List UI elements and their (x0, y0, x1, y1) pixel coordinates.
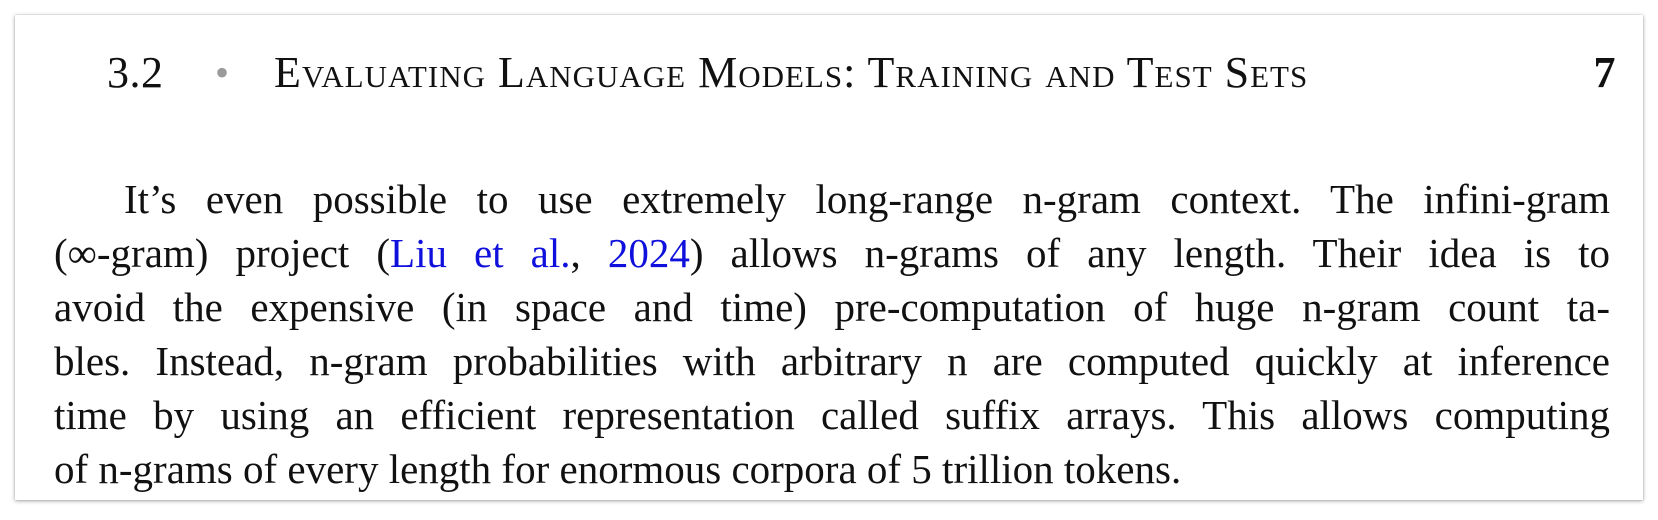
book-page (15, 15, 1643, 500)
body-paragraph (54, 172, 1610, 496)
paragraph-line-6: of n-grams of every length for enormous corpora of 5 trillion tokens. (54, 446, 1182, 492)
citation-year-link[interactable]: 2024 (607, 230, 690, 276)
header-separator-bullet: • (215, 50, 230, 95)
paragraph-line-3: avoid the expensive (in space and time) pre-computation of huge n-gram count ta- (54, 284, 1610, 330)
running-header (107, 45, 1616, 101)
citation-separator: , (570, 230, 608, 276)
paragraph-line-1: It’s even possible to use extremely long-range n-gram context. The infini-gram (124, 176, 1610, 222)
line-text-before-citation: (∞-gram) project ( (54, 230, 391, 276)
paragraph-line-5: time by using an efficient representation called suffix arrays. This allows computing (54, 392, 1610, 438)
page-number: 7 (1593, 48, 1616, 97)
paragraph-line-4: bles. Instead, n-gram probabilities with arbitrary n are computed quickly at inference (54, 338, 1610, 384)
citation-author-link[interactable]: Liu et al. (390, 230, 571, 276)
paragraph-line-2 (54, 226, 1610, 280)
section-number: 3.2 (107, 48, 164, 97)
section-title: Evaluating Language Models: Training and Test Sets (274, 48, 1309, 97)
line-text-after-citation: ) allows n-grams of any length. Their idea is to (689, 230, 1611, 276)
